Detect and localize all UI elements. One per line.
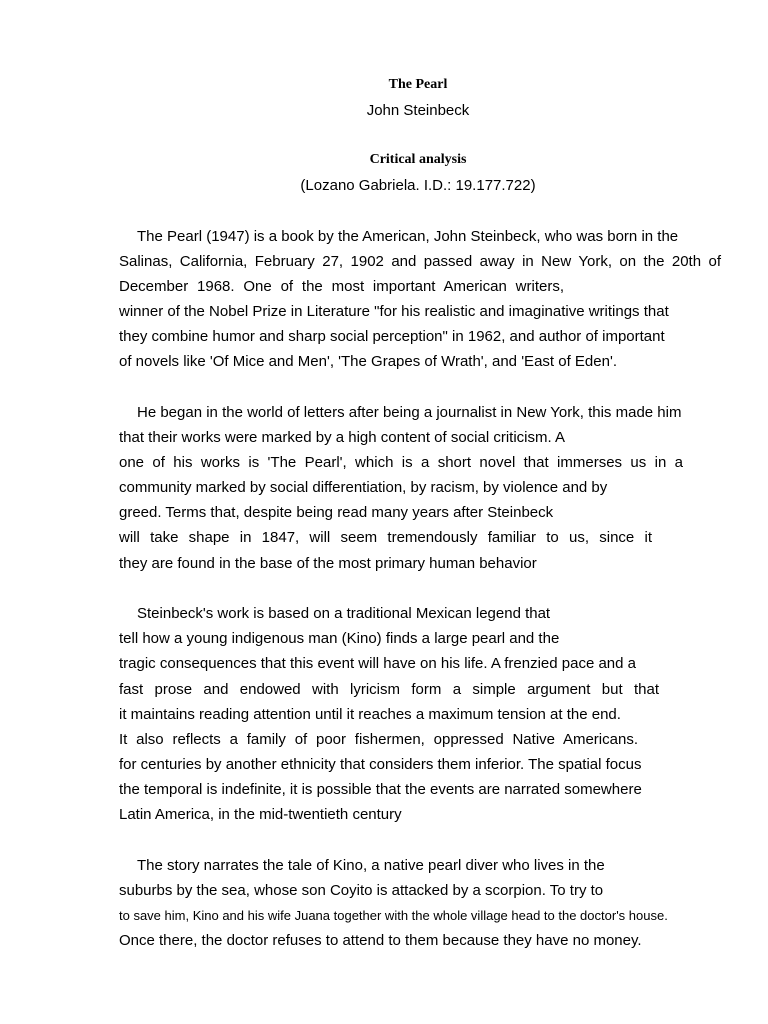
text-line: that their works were marked by a high content of social criticism. A [119,429,566,446]
text-line: Once there, the doctor refuses to attend to them because they have no money. [119,932,642,949]
text-line: one of his works is 'The Pearl', which is a short novel that immerses us in a [119,454,683,471]
text-line: Latin America, in the mid-twentieth century [119,806,402,823]
student-byline: (Lozano Gabriela. I.D.: 19.177.722) [300,177,536,194]
text-line: the temporal is indefinite, it is possible that the events are narrated somewhere [119,781,642,798]
text-line: The Pearl (1947) is a book by the American, John Steinbeck, who was born in the [137,228,679,245]
text-line: of novels like 'Of Mice and Men', 'The Grapes of Wrath', and 'East of Eden'. [119,353,617,370]
text-line: tragic consequences that this event will have on his life. A frenzied pace and a [119,655,636,672]
text-line: tell how a young indigenous man (Kino) finds a large pearl and the [119,630,560,647]
text-line: fast prose and endowed with lyricism form a simple argument but that [119,681,659,698]
text-line: It also reflects a family of poor fishermen, oppressed Native Americans. [119,731,638,748]
text-line: The story narrates the tale of Kino, a native pearl diver who lives in the [137,857,605,874]
document-title: The Pearl [388,77,448,92]
author-name: John Steinbeck [366,102,470,119]
text-line: He began in the world of letters after being a journalist in New York, this made him [137,404,682,421]
text-line: to save him, Kino and his wife Juana together with the whole village head to the doctor's house. [119,908,668,923]
text-line: community marked by social differentiation, by racism, by violence and by [119,479,608,496]
text-line: will take shape in 1847, will seem tremendously familiar to us, since it [119,529,652,546]
section-heading: Critical analysis [369,152,467,167]
text-line: they combine humor and sharp social perception" in 1962, and author of important [119,328,665,345]
text-line: winner of the Nobel Prize in Literature "for his realistic and imaginative writings that [119,303,669,320]
text-line: suburbs by the sea, whose son Coyito is attacked by a scorpion. To try to [119,882,604,899]
text-line: it maintains reading attention until it reaches a maximum tension at the end. [119,706,621,723]
text-line: they are found in the base of the most primary human behavior [119,555,537,572]
text-line: greed. Terms that, despite being read many years after Steinbeck [119,504,554,521]
text-line: Steinbeck's work is based on a traditional Mexican legend that [137,605,551,622]
text-line: for centuries by another ethnicity that considers them inferior. The spatial focus [119,756,642,773]
text-line: December 1968. One of the most important American writers, [119,278,564,295]
text-line: Salinas, California, February 27, 1902 and passed away in New York, on the 20th of [119,253,721,270]
